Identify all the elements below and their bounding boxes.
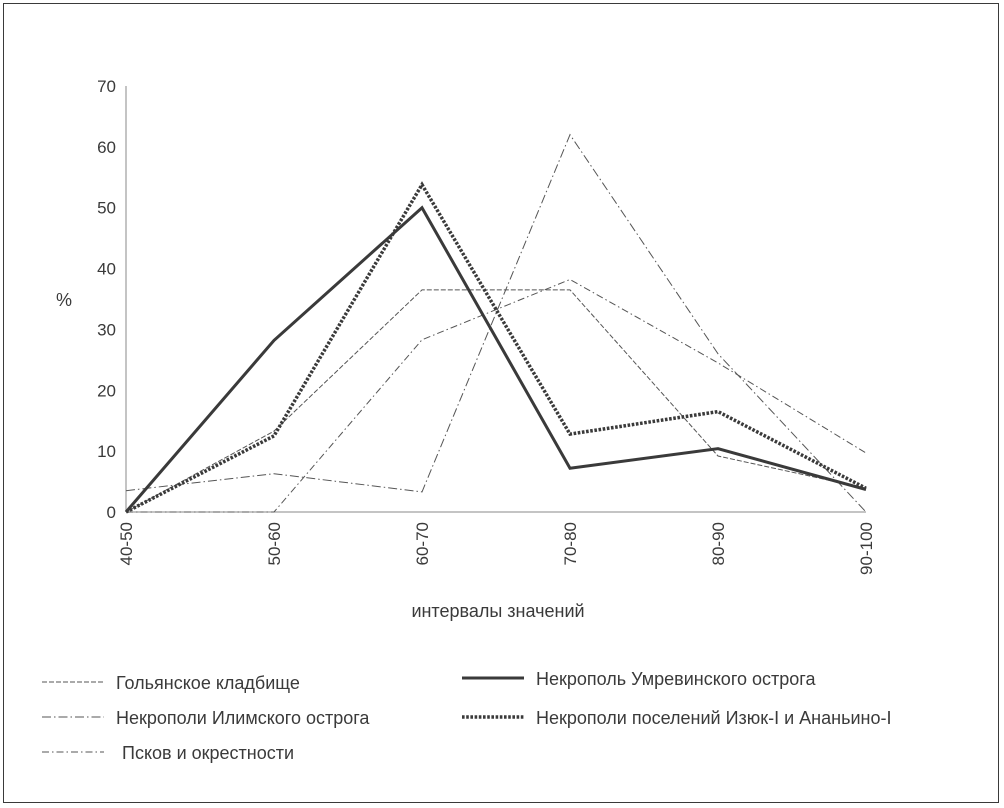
legend-item [462, 669, 816, 689]
legend-label: Некрополь Умревинского острога [536, 668, 816, 689]
y-tick-label: 40 [97, 259, 116, 279]
series-line-1 [126, 290, 866, 512]
y-tick-label: 60 [97, 137, 116, 157]
series-line-3 [126, 280, 866, 513]
x-tick-label: 60-70 [413, 522, 432, 566]
x-tick-label: 50-60 [265, 522, 284, 566]
legend-item [42, 743, 294, 763]
series-lines [126, 135, 866, 512]
legend-label: Псков и окрестности [122, 742, 295, 763]
y-axis-label: % [55, 290, 73, 310]
y-tick-label: 70 [97, 77, 116, 96]
y-tick-label: 20 [97, 381, 116, 401]
x-tick-label: 80-90 [709, 522, 728, 566]
line-chart [4, 4, 1000, 804]
chart-frame [3, 3, 999, 803]
legend-item [42, 673, 300, 693]
x-tick-label: 70-80 [561, 522, 580, 566]
x-tick-labels [117, 522, 876, 575]
x-tick-label: 40-50 [117, 522, 136, 566]
legend-item [462, 708, 891, 728]
x-axis-label: интервалы значений [411, 601, 585, 621]
series-line-4 [126, 208, 866, 512]
legend-label: Некрополи поселений Изюк-I и Ананьино-I [536, 707, 892, 728]
series-line-2 [126, 135, 866, 512]
legend-label: Некрополи Илимского острога [116, 707, 370, 728]
x-tick-label: 90-100 [857, 522, 876, 575]
legend [42, 669, 891, 763]
axes [126, 86, 866, 512]
y-tick-label: 10 [97, 442, 116, 462]
y-tick-label: 0 [106, 503, 116, 522]
y-tick-labels [97, 77, 116, 522]
series-line-5 [126, 185, 866, 512]
legend-item [42, 708, 370, 728]
y-tick-label: 50 [97, 198, 116, 218]
y-tick-label: 30 [97, 320, 116, 340]
legend-label: Гольянское кладбище [116, 672, 300, 693]
